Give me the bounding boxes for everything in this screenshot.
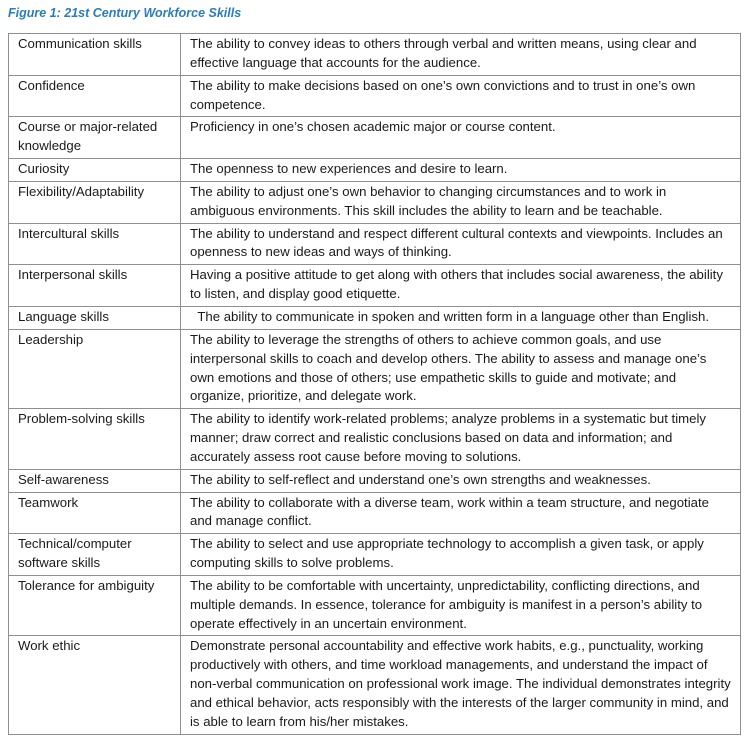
table-row [9, 75, 741, 117]
skill-cell: Tolerance for ambiguity [9, 575, 181, 636]
description-cell: The ability to understand and respect different cultural contexts and viewpoints. Includes an openness to new ideas and ways of thinking. [181, 223, 741, 265]
figure-caption: Figure 1: 21st Century Workforce Skills [8, 6, 242, 20]
skill-cell: Curiosity [9, 159, 181, 182]
description-cell: The openness to new experiences and desire to learn. [181, 159, 741, 182]
skill-cell: Self-awareness [9, 469, 181, 492]
table-row [9, 159, 741, 182]
skill-cell: Course or major-related knowledge [9, 117, 181, 159]
workforce-skills-table [8, 33, 741, 735]
table-row [9, 265, 741, 307]
skill-cell: Leadership [9, 329, 181, 408]
description-cell: The ability to be comfortable with uncertainty, unpredictability, conflicting directions, and multiple demands. In essence, tolerance for ambiguity is manifest in a person’s ability to operate effectively in an uncertain environment. [181, 575, 741, 636]
skill-cell: Communication skills [9, 34, 181, 76]
table-row [9, 223, 741, 265]
description-cell: The ability to select and use appropriate technology to accomplish a given task, or apply computing skills to solve problems. [181, 534, 741, 576]
skill-cell: Flexibility/Adaptability [9, 181, 181, 223]
skill-cell: Confidence [9, 75, 181, 117]
description-cell: The ability to convey ideas to others through verbal and written means, using clear and effective language that accounts for the audience. [181, 34, 741, 76]
table-row [9, 329, 741, 408]
table-row [9, 636, 741, 734]
skill-cell: Technical/computer software skills [9, 534, 181, 576]
description-cell: The ability to leverage the strengths of others to achieve common goals, and use interpersonal skills to coach and develop others. The ability to assess and manage one’s own emotions and those of others; use empathetic skills to guide and motivate; and organize, prioritize, and delegate work. [181, 329, 741, 408]
description-cell: The ability to adjust one’s own behavior to changing circumstances and to work in ambiguous environments. This skill includes the ability to learn and be teachable. [181, 181, 741, 223]
description-cell: The ability to self-reflect and understand one’s own strengths and weaknesses. [181, 469, 741, 492]
workforce-skills-table-body [9, 34, 741, 735]
description-cell: The ability to collaborate with a diverse team, work within a team structure, and negotiate and manage conflict. [181, 492, 741, 534]
table-row [9, 181, 741, 223]
table-row [9, 409, 741, 470]
table-row [9, 117, 741, 159]
description-cell: The ability to identify work-related problems; analyze problems in a systematic but timely manner; draw correct and realistic conclusions based on data and information; and accurately assess root cause before moving to solutions. [181, 409, 741, 470]
skill-cell: Problem-solving skills [9, 409, 181, 470]
skill-cell: Intercultural skills [9, 223, 181, 265]
table-row [9, 575, 741, 636]
table-row [9, 34, 741, 76]
table-row [9, 492, 741, 534]
table-row [9, 469, 741, 492]
description-cell: The ability to make decisions based on one’s own convictions and to trust in one’s own competence. [181, 75, 741, 117]
skill-cell: Language skills [9, 306, 181, 329]
description-cell: Proficiency in one’s chosen academic major or course content. [181, 117, 741, 159]
skill-cell: Interpersonal skills [9, 265, 181, 307]
description-cell: Having a positive attitude to get along with others that includes social awareness, the ability to listen, and display good etiquette. [181, 265, 741, 307]
table-row [9, 534, 741, 576]
description-cell: The ability to communicate in spoken and written form in a language other than English. [181, 306, 741, 329]
skill-cell: Work ethic [9, 636, 181, 734]
table-row [9, 306, 741, 329]
description-cell: Demonstrate personal accountability and effective work habits, e.g., punctuality, working productively with others, and time workload managements, and understand the impact of non-verbal communication on professional work image. The individual demonstrates integrity and ethical behavior, acts responsibly with the interests of the larger community in mind, and is able to learn from his/her mistakes. [181, 636, 741, 734]
skill-cell: Teamwork [9, 492, 181, 534]
